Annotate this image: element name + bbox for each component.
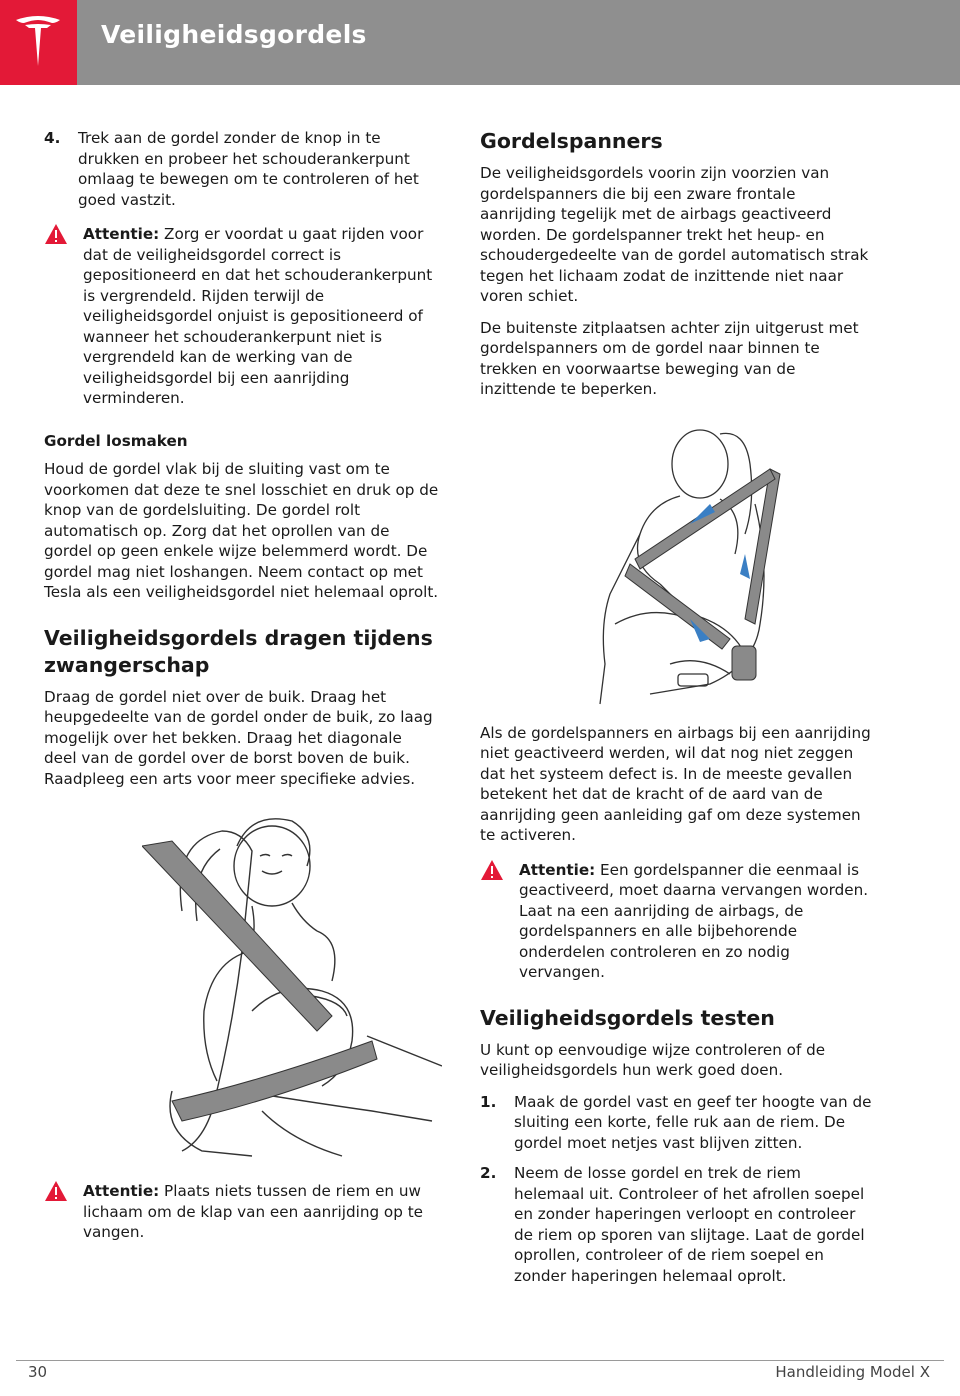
warning-icon [44,1180,68,1202]
footer-divider [16,1360,944,1361]
step-2 [480,1163,875,1286]
page-number: 30 [28,1363,48,1381]
paragraph-not-activated: Als de gordelspanners en airbags bij een aanrijding niet geactiveerd werden, wil dat nog niet zeggen dat het systeem defect is. In de meeste gevallen betekent het dat de kracht of de aard van de aanrijding geen aanleiding gaf om deze systemen te activeren. [480,723,871,844]
tesla-logo-icon [14,14,62,70]
warning-text: Zorg er voordat u gaat rijden voor dat de veiligheidsgordel correct is gepositioneerd en dat het schouderankerpunt is vergrendeld. Rijden terwijl de veiligheidsgordel onjuist is gepositioneerd of wanneer het schouderankerpunt niet is vergrendeld kan de werking van de veiligheidsgordel bij een aanrijding verminderen. [83,225,433,407]
step-number: 2. [480,1164,497,1182]
warning-text: Plaats niets tussen de riem en uw lichaam om de klap van een aanrijding op te vangen. [83,1182,423,1241]
warning-icon [480,859,504,881]
heading-release: Gordel losmaken [44,431,188,450]
warning-label: Attentie: [83,225,160,243]
warning-text: Een gordelspanner die eenmaal is geactiveerd, moet daarna vervangen worden. Laat na een aanrijding de airbags, de gordelspanners en alle bijbehorende onderdelen controleren en zo nodig vervangen. [519,860,869,981]
step-text: Trek aan de gordel zonder de knop in te drukken en probeer het schouderankerpunt omlaag te bewegen om te controleren of het goed vastzit. [78,129,419,209]
step-1 [480,1092,875,1154]
page-header [0,0,960,85]
manual-name: Handleiding Model X [775,1363,930,1381]
paragraph-pretensioners-2: De buitenste zitplaatsen achter zijn uitgerust met gordelspanners om de gordel naar binnen te trekken en voorwaartse beweging van de inzittende te beperken. [480,318,859,398]
left-column [44,128,439,1265]
paragraph-pretensioners-1: De veiligheidsgordels voorin zijn voorzien van gordelspanners die bij een zware frontale aanrijding tegelijk met de airbags geactiveerd worden. De gordelspanner trekt het heup- en schoudergedeelte van de gordel automatisch strak tegen het lichaam zodat de inzittende niet naar voren schiet. [480,164,869,305]
warning-icon [44,223,68,245]
heading-pregnancy: Veiligheidsgordels dragen tijdens zwangerschap [44,625,433,677]
warning-label: Attentie: [83,1182,160,1200]
heading-pretensioners: Gordelspanners [480,129,663,153]
heading-test: Veiligheidsgordels testen [480,1005,775,1030]
step-number: 1. [480,1092,497,1111]
page-title: Veiligheidsgordels [101,20,367,49]
step-text: Neem de losse gordel en trek de riem helemaal uit. Controleer of het afrollen soepel en zonder haperingen verloopt en controleer de riem op sporen van slijtage. Laat de gordel oprollen, controleer of de riem soepel en zonder haperingen helemaal oprolt. [514,1164,865,1285]
warning-objects-between [44,1181,439,1243]
paragraph-release: Houd de gordel vlak bij de sluiting vast om te voorkomen dat deze te snel losschiet en druk op de knop van de gordelsluiting. De gordel rolt automatisch op. Zorg dat het oprollen van de gordel op geen enkele wijze belemmerd wordt. De gordel mag niet loshangen. Neem contact op met Tesla als een veiligheidsgordel niet helemaal oprolt. [44,460,439,601]
warning-seatbelt-position [44,224,439,409]
pregnant-woman-seatbelt-illustration [142,811,442,1161]
step-4 [44,128,439,210]
step-text: Maak de gordel vast en geef ter hoogte van de sluiting een korte, felle ruk aan de riem. De gordel moet netjes vast blijven zitten. [514,1092,872,1152]
warning-replace-pretensioner [480,860,875,983]
step-number: 4. [44,129,61,147]
warning-label: Attentie: [519,860,596,879]
pretensioner-illustration [570,424,810,709]
paragraph-pregnancy: Draag de gordel niet over de buik. Draag het heupgedeelte van de gordel onder de buik, zo laag mogelijk over het bekken. Draag het diagonale deel van de gordel over de borst boven de buik. Raadpleeg een arts voor meer specifieke advies. [44,687,433,788]
right-column [480,128,875,1296]
paragraph-test: U kunt op eenvoudige wijze controleren of de veiligheidsgordels hun werk goed doen. [480,1040,826,1079]
tesla-logo [0,0,77,85]
